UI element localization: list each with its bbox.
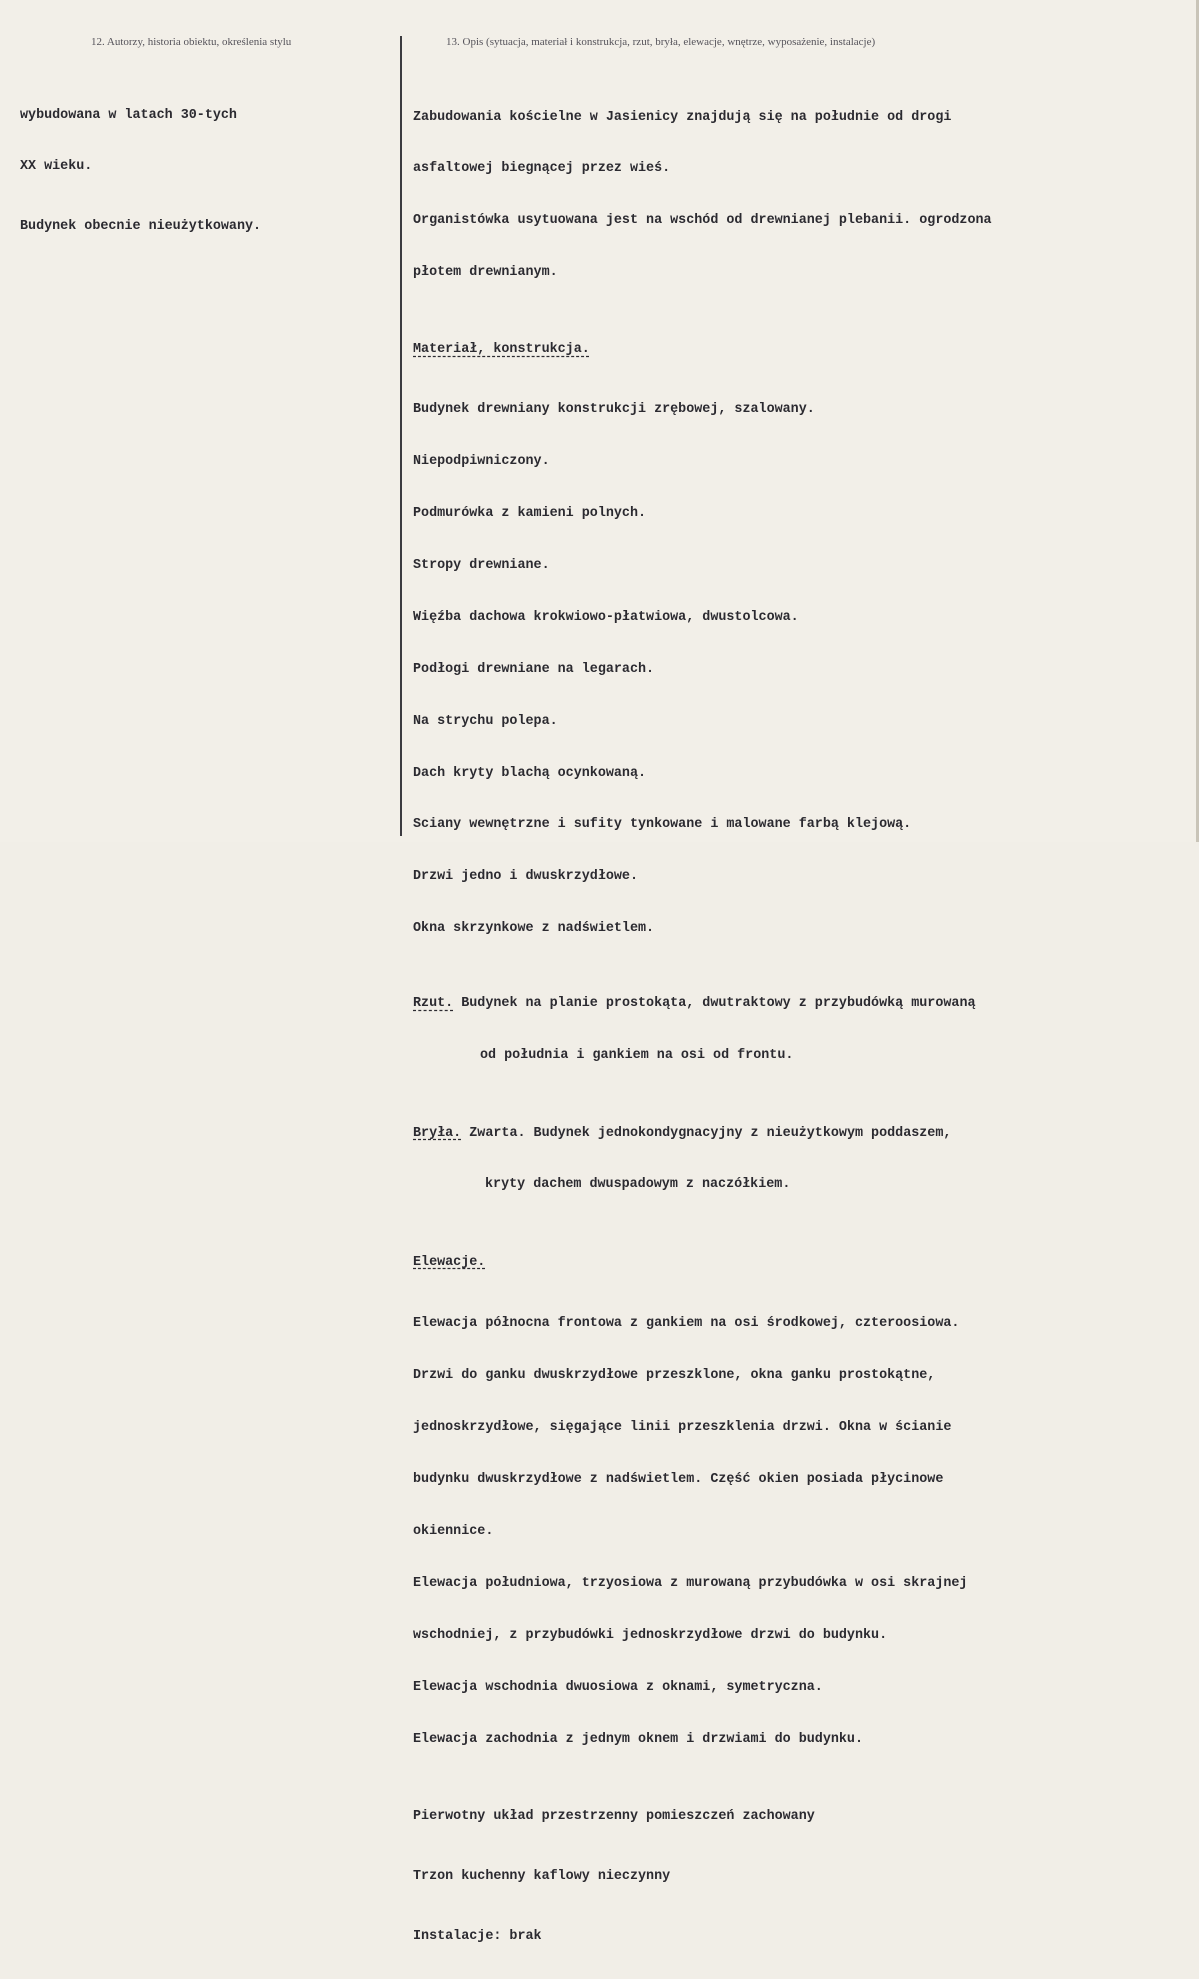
material-line: Okna skrzynkowe z nadświetlem.	[413, 921, 655, 937]
history-line: wybudowana w latach 30-tych	[20, 107, 237, 123]
elewacje-line: wschodniej, z przybudówki jednoskrzydłowe drzwi do budynku.	[413, 1627, 888, 1643]
material-line: Stropy drewniane.	[413, 558, 550, 574]
room-layout: Pierwotny układ przestrzenny pomieszczeń zachowany	[413, 1808, 815, 1824]
elewacje-line: Elewacja wschodnia dwuosiowa z oknami, symetryczna.	[413, 1679, 823, 1695]
rzut-text: od południa i gankiem na osi od frontu.	[480, 1048, 794, 1064]
elewacje-line: Drzwi do ganku dwuskrzydłowe przeszklone, okna ganku prostokątne,	[413, 1368, 936, 1384]
bryla-text: Zwarta. Budynek jednokondygnacyjny z nieużytkowym poddaszem,	[469, 1125, 952, 1141]
material-heading: Materiał, konstrukcja.	[413, 342, 590, 358]
rzut-section	[413, 995, 1183, 1012]
description-column	[413, 74, 1183, 1979]
elewacje-line: Elewacja zachodnia z jednym oknem i drzwiami do budynku.	[413, 1731, 863, 1747]
elewacje-line: Elewacja południowa, trzyosiowa z murowaną przybudówka w osi skrajnej	[413, 1575, 968, 1591]
rzut-text: Budynek na planie prostokąta, dwutraktowy z przybudówką murowaną	[461, 996, 976, 1012]
material-line: Podłogi drewniane na legarach.	[413, 661, 655, 677]
material-line: Drzwi jedno i dwuskrzydłowe.	[413, 869, 638, 885]
column-divider	[400, 36, 402, 836]
elewacje-line: jednoskrzydłowe, sięgające linii przeszklenia drzwi. Okna w ścianie	[413, 1420, 952, 1436]
material-line: Podmurówka z kamieni polnych.	[413, 506, 647, 522]
material-line: Więźba dachowa krokwiowo-płatwiowa, dwustolcowa.	[413, 609, 799, 625]
left-column-header: 12. Autorzy, historia obiektu, określenia stylu	[91, 36, 292, 48]
material-line: Sciany wewnętrzne i sufity tynkowane i malowane farbą klejową.	[413, 817, 912, 833]
bryla-text: kryty dachem dwuspadowym z naczółkiem.	[485, 1177, 791, 1193]
rzut-label: Rzut.	[413, 996, 454, 1012]
situation-line: Zabudowania kościelne w Jasienicy znajdują się na południe od drogi	[413, 109, 952, 125]
material-line: Na strychu polepa.	[413, 713, 558, 729]
kitchen-stove: Trzon kuchenny kaflowy nieczynny	[413, 1868, 671, 1884]
situation-line: Organistówka usytuowana jest na wschód od drewnianej plebanii. ogrodzona	[413, 213, 992, 229]
authors-history-column	[20, 72, 390, 270]
bryla-label: Bryła.	[413, 1125, 462, 1141]
elewacje-line: Elewacja północna frontowa z gankiem na osi środkowej, czteroosiowa.	[413, 1316, 960, 1332]
elewacje-line: okiennice.	[413, 1524, 494, 1540]
bryla-section	[413, 1125, 1183, 1142]
usage-status: Budynek obecnie nieużytkowany.	[20, 219, 262, 235]
right-column-header: 13. Opis (sytuacja, materiał i konstrukcja, rzut, bryła, elewacje, wnętrze, wyposażenie, instalacje)	[446, 36, 876, 48]
elewacje-heading: Elewacje.	[413, 1254, 486, 1270]
situation-line: asfaltowej biegnącej przez wieś.	[413, 161, 671, 177]
history-line: XX wieku.	[20, 159, 93, 175]
material-line: Dach kryty blachą ocynkowaną.	[413, 765, 647, 781]
material-line: Budynek drewniany konstrukcji zrębowej, szalowany.	[413, 402, 815, 418]
situation-line: płotem drewnianym.	[413, 265, 558, 281]
material-line: Niepodpiwniczony.	[413, 454, 550, 470]
elewacje-line: budynku dwuskrzydłowe z nadświetlem. Część okien posiada płycinowe	[413, 1472, 944, 1488]
installations: Instalacje: brak	[413, 1928, 542, 1944]
